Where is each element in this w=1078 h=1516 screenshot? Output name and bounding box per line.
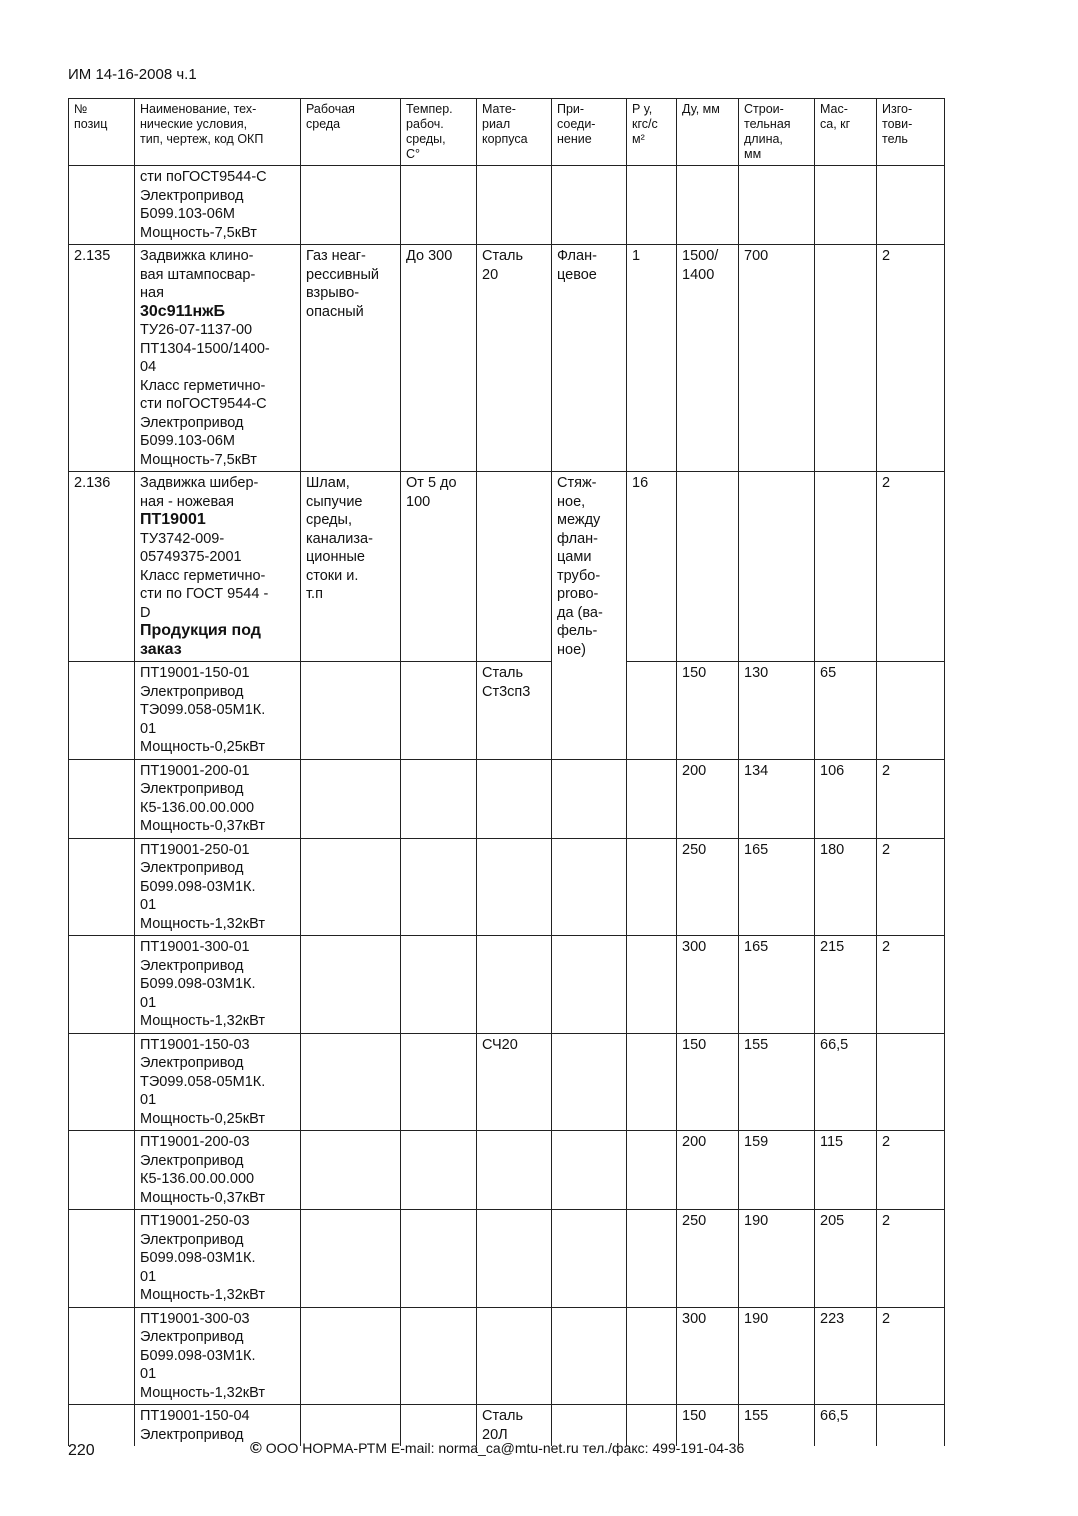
length: 130	[739, 662, 815, 760]
item-name: Задвижка шибер- ная - ножевая ПТ19001 ТУ3742-009- 05749375-2001 Класс герметично- сти по ГОСТ 9544 - D Продукция под заказ	[135, 472, 301, 662]
mass: 205	[815, 1210, 877, 1308]
header-connection: При- соеди- нение	[552, 99, 627, 166]
table-row	[69, 1131, 945, 1210]
mass	[815, 245, 877, 472]
item-name: Задвижка клино- вая штампосвар- ная 30с911нжБ ТУ26-07-1137-00 ПТ1304-1500/1400- 04 Класс герметично- сти поГОСТ9544-С Электропривод Б099.103-06М Мощность-7,5кВт	[135, 245, 301, 472]
temperature: До 300	[401, 245, 477, 472]
header-dn: Ду, мм	[677, 99, 739, 166]
dn: 200	[677, 1131, 739, 1210]
maker: 2	[877, 838, 945, 936]
footer	[250, 1440, 744, 1458]
item-name: ПТ19001-250-03 Электропривод Б099.098-03М1К. 01 Мощность-1,32кВт	[135, 1210, 301, 1308]
dn: 150	[677, 1405, 739, 1447]
item-name: ПТ19001-150-03 Электропривод ТЭ099.058-05М1К. 01 Мощность-0,25кВт	[135, 1033, 301, 1131]
table-row	[69, 1307, 945, 1405]
dn: 300	[677, 1307, 739, 1405]
item-name: ПТ19001-200-03 Электропривод К5-136.00.00.000 Мощность-0,37кВт	[135, 1131, 301, 1210]
dn: 250	[677, 838, 739, 936]
material: Сталь 20	[477, 245, 552, 472]
maker: 2	[877, 1131, 945, 1210]
mass: 115	[815, 1131, 877, 1210]
pressure: 16	[627, 472, 677, 662]
table-row	[69, 838, 945, 936]
length: 155	[739, 1033, 815, 1131]
material: СЧ20	[477, 1033, 552, 1131]
header-pressure: Р у, кгс/с м²	[627, 99, 677, 166]
page-number: 220	[68, 1442, 95, 1459]
header-material: Мате- риал корпуса	[477, 99, 552, 166]
pressure: 1	[627, 245, 677, 472]
table-row	[69, 662, 945, 760]
length: 165	[739, 838, 815, 936]
dn: 150	[677, 1033, 739, 1131]
item-name: ПТ19001-200-01 Электропривод К5-136.00.00.000 Мощность-0,37кВт	[135, 759, 301, 838]
item-name: ПТ19001-150-01 Электропривод ТЭ099.058-05М1К. 01 Мощность-0,25кВт	[135, 662, 301, 760]
length: 700	[739, 245, 815, 472]
length: 155	[739, 1405, 815, 1447]
header-maker: Изго- тови- тель	[877, 99, 945, 166]
mass: 180	[815, 838, 877, 936]
maker: 2	[877, 936, 945, 1034]
model-code: ПТ19001	[140, 511, 206, 528]
header-position: № позиц	[69, 99, 135, 166]
maker: 2	[877, 1210, 945, 1308]
length: 190	[739, 1307, 815, 1405]
table-row	[69, 245, 945, 472]
header-temperature: Темпер. рабоч. среды, С°	[401, 99, 477, 166]
table-row	[69, 166, 945, 245]
header-row	[69, 99, 945, 166]
header-mass: Мас- са, кг	[815, 99, 877, 166]
maker: 2	[877, 472, 945, 662]
dn: 1500/ 1400	[677, 245, 739, 472]
footer-text: ООО НОРМА-РТМ E-mail: norma_ca@mtu-net.ru тел./факс: 499-191-04-36	[265, 1440, 745, 1456]
maker: 2	[877, 759, 945, 838]
order-note: Продукция под заказ	[140, 622, 261, 658]
copyright-mark: ©	[250, 1440, 262, 1457]
material: Сталь 20Л	[477, 1405, 552, 1447]
table-row	[69, 759, 945, 838]
maker	[877, 1405, 945, 1447]
working-medium: Шлам, сыпучие среды, канализа- ционные стоки и. т.п	[301, 472, 401, 662]
connection: Стяж- ное, между флан- цами трубо- prово- да (ва- фель- ное)	[552, 472, 627, 760]
dn: 200	[677, 759, 739, 838]
item-name: сти поГОСТ9544-С Электропривод Б099.103-06М Мощность-7,5кВт	[135, 166, 301, 245]
dn: 250	[677, 1210, 739, 1308]
model-code: 30с911нжБ	[140, 302, 226, 320]
position-number: 2.135	[69, 245, 135, 472]
length: 190	[739, 1210, 815, 1308]
header-length: Строи- тельная длина, мм	[739, 99, 815, 166]
item-name: ПТ19001-300-01 Электропривод Б099.098-03М1К. 01 Мощность-1,32кВт	[135, 936, 301, 1034]
item-name: ПТ19001-250-01 Электропривод Б099.098-03М1К. 01 Мощность-1,32кВт	[135, 838, 301, 936]
temperature: От 5 до 100	[401, 472, 477, 662]
dn: 150	[677, 662, 739, 760]
maker	[877, 662, 945, 760]
connection: Флан- цевое	[552, 245, 627, 472]
mass: 106	[815, 759, 877, 838]
material	[477, 472, 552, 662]
material: Сталь Ст3сп3	[477, 662, 552, 760]
mass: 66,5	[815, 1033, 877, 1131]
document-code: ИМ 14-16-2008 ч.1	[68, 66, 197, 83]
item-name: ПТ19001-300-03 Электропривод Б099.098-03М1К. 01 Мощность-1,32кВт	[135, 1307, 301, 1405]
position-number: 2.136	[69, 472, 135, 662]
mass: 66,5	[815, 1405, 877, 1447]
length: 134	[739, 759, 815, 838]
mass: 65	[815, 662, 877, 760]
header-name: Наименование, тех- нические условия, тип, чертеж, код ОКП	[135, 99, 301, 166]
working-medium: Газ неаг- рессивный взрыво- опасный	[301, 245, 401, 472]
maker: 2	[877, 1307, 945, 1405]
length: 165	[739, 936, 815, 1034]
table-row	[69, 1033, 945, 1131]
length: 159	[739, 1131, 815, 1210]
maker: 2	[877, 245, 945, 472]
dn: 300	[677, 936, 739, 1034]
mass: 223	[815, 1307, 877, 1405]
specification-table	[68, 98, 945, 1446]
item-name: ПТ19001-150-04 Электропривод	[135, 1405, 301, 1447]
header-medium: Рабочая среда	[301, 99, 401, 166]
table-row	[69, 936, 945, 1034]
maker	[877, 1033, 945, 1131]
table-row	[69, 472, 945, 662]
mass: 215	[815, 936, 877, 1034]
table-row	[69, 1210, 945, 1308]
